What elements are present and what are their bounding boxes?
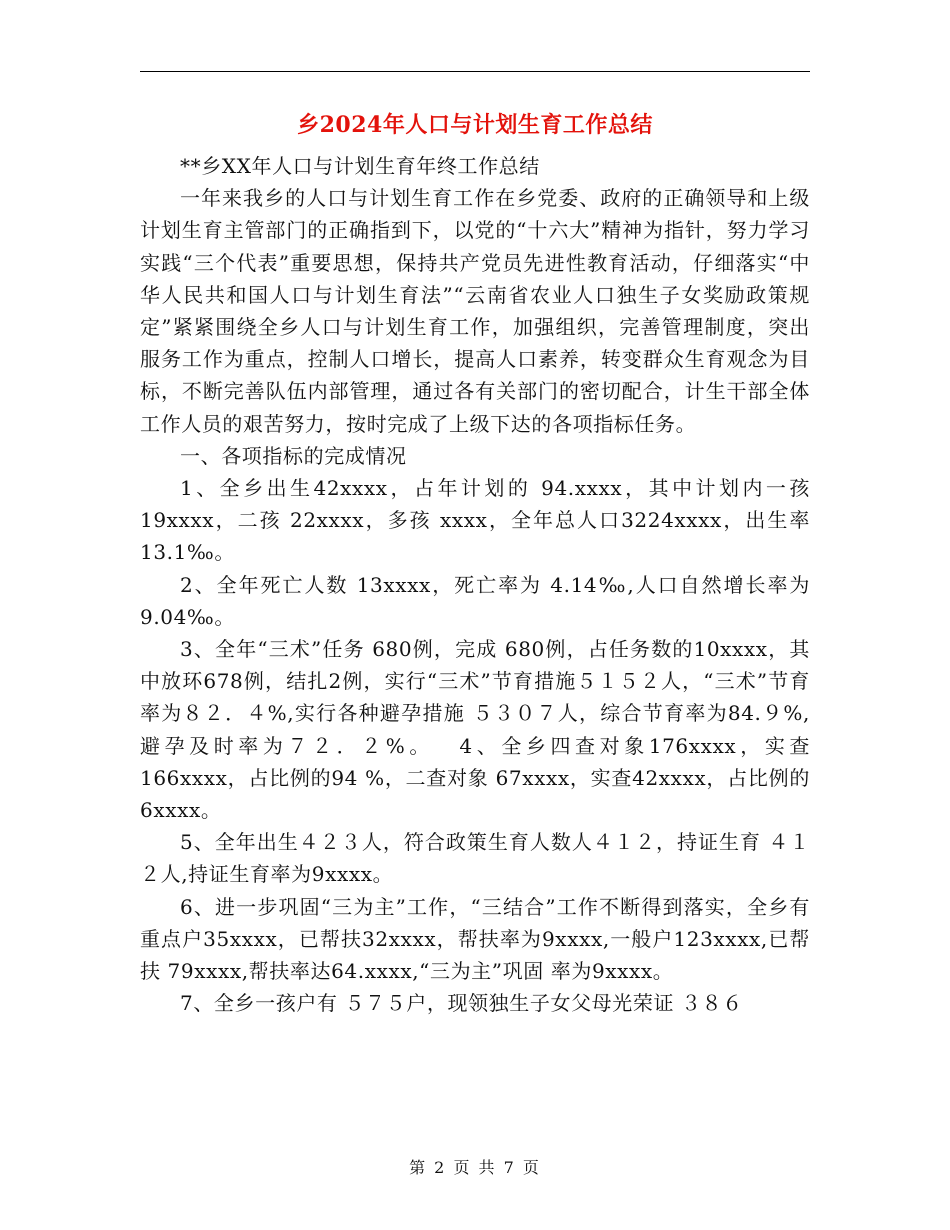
body-paragraph-item-1: 1、全乡出生42xxxx，占年计划的 94.xxxx，其中计划内一孩19xxxx，二孩 22xxxx，多孩 xxxx，全年总人口3224xxxx，出生率13.1‰。 xyxy=(140,476,810,565)
subtitle-paragraph: **乡XX年人口与计划生育年终工作总结 xyxy=(180,154,540,178)
page-footer: 第 2 页 共 7 页 xyxy=(409,1158,541,1177)
header-rule xyxy=(140,71,810,72)
body-paragraph-item-2: 2、全年死亡人数 13xxxx，死亡率为 4.14‰,人口自然增长率为9.04‰。 xyxy=(140,572,810,629)
body-paragraph-intro: 一年来我乡的人口与计划生育工作在乡党委、政府的正确领导和上级计划生育主管部门的正确指到下，以党的“十六大”精神为指针，努力学习实践“三个代表”重要思想，保持共产党员先进性教育活动，仔细落实“中华人民共和国人口与计划生育法”“云南省农业人口独生子女奖励政策规定”紧紧围绕全乡人口与计划生育工作，加强组织，完善管理制度，突出服务工作为重点，控制人口增长，提高人口素养，转变群众生育观念为目标，不断完善队伍内部管理，通过各有关部门的密切配合，计生干部全体工作人员的艰苦努力，按时完成了上级下达的各项指标任务。 xyxy=(140,186,810,436)
body-paragraph-item-7: 7、全乡一孩户有 ５７５户，现领独生子女父母光荣证 ３８６ xyxy=(180,991,743,1016)
document-title: 乡2024年人口与计划生育工作总结 xyxy=(297,112,653,138)
section-heading: 一、各项指标的完成情况 xyxy=(180,443,407,468)
document-body xyxy=(140,150,810,1019)
body-paragraph-item-6: 6、进一步巩固“三为主”工作，“三结合”工作不断得到落实，全乡有重点户35xxxx，已帮扶32xxxx，帮扶率为9xxxx,一般户123xxxx,已帮扶 79xxxx,帮扶率达64.xxxx,“三为主”巩固 率为9xxxx。 xyxy=(140,894,810,984)
body-paragraph-item-5: 5、全年出生４２３人，符合政策生育人数人４１２，持证生育 ４１２人,持证生育率为9xxxx。 xyxy=(140,830,810,887)
body-paragraph-item-3: 3、全年“三术”任务 680例，完成 680例，占任务数的10xxxx，其中放环678例，结扎2例，实行“三术”节育措施５１５２人，“三术”节育率为８２．４%,实行各种避孕措施 ５３０７人，综合节育率为84.９%,避孕及时率为７２．２%。 4、全乡四查对象176xxxx，实查 166xxxx，占比例的94 %，二查对象 67xxxx，实查42xxxx，占比例的 6xxxx。 xyxy=(140,637,810,823)
